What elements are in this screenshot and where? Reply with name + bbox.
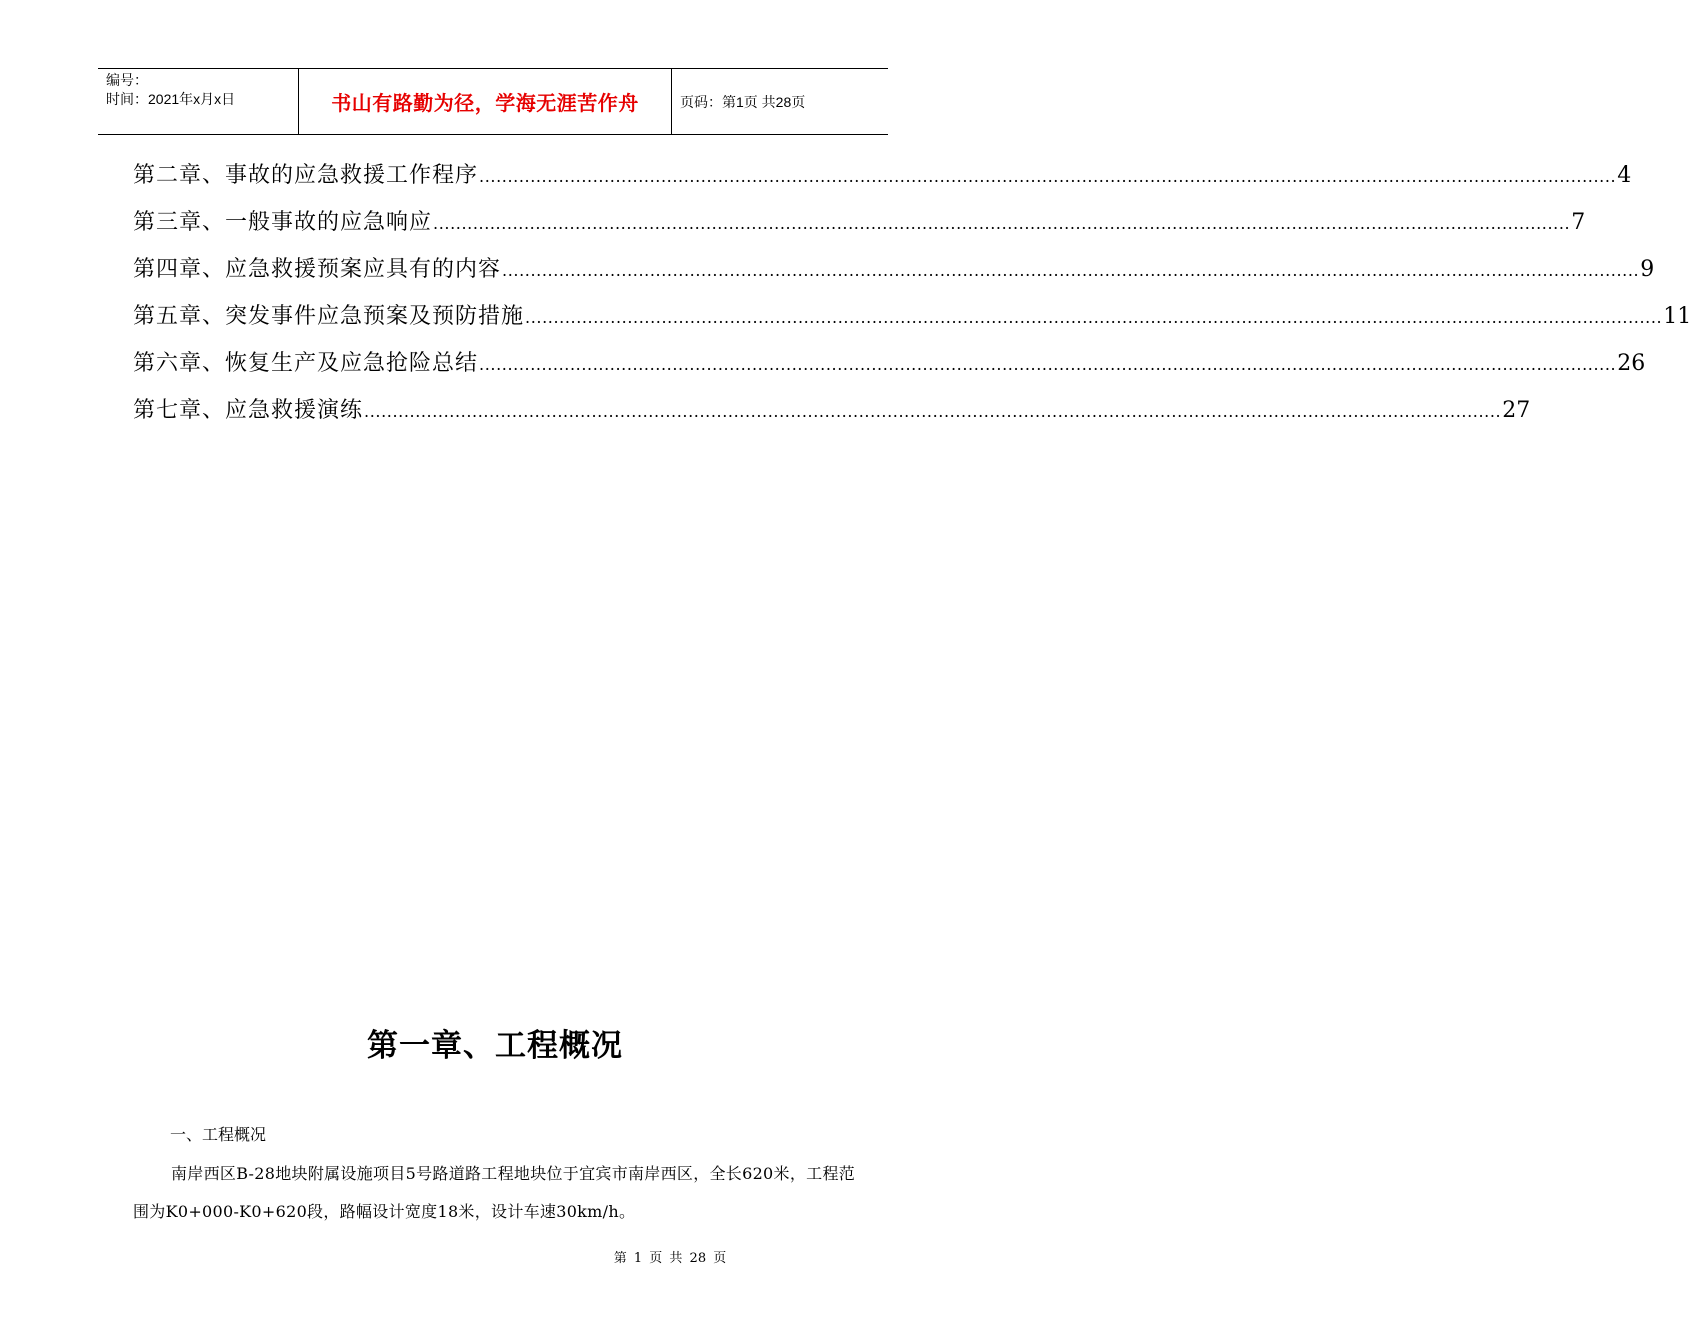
toc-leader-dots: ........................................................................................................................................................................................................: [479, 167, 1617, 186]
toc-entry-page: 9: [1640, 257, 1655, 282]
header-page-info: 页码：第1页 共28页: [680, 93, 806, 110]
toc-leader-dots: ........................................................................................................................................................................................................: [502, 261, 1640, 280]
toc-entry-title: 第七章、应急救援演练: [133, 398, 364, 423]
toc-entry[interactable]: [133, 246, 1655, 293]
toc-entry-title: 第六章、恢复生产及应急抢险总结: [133, 351, 479, 376]
toc-entry-title: 第四章、应急救援预案应具有的内容: [133, 257, 502, 282]
table-of-contents: [133, 152, 1691, 434]
toc-entry-page: 27: [1502, 398, 1531, 423]
toc-entry-page: 26: [1617, 351, 1646, 376]
page-header: [98, 68, 888, 135]
toc-entry[interactable]: [133, 340, 1646, 387]
toc-entry-title: 第三章、一般事故的应急响应: [133, 210, 433, 235]
toc-entry[interactable]: [133, 152, 1632, 199]
toc-entry-page: 4: [1617, 163, 1632, 188]
toc-entry-title: 第五章、突发事件应急预案及预防措施: [133, 304, 525, 329]
chapter-title: 第一章、工程概况: [367, 1028, 623, 1064]
toc-leader-dots: ........................................................................................................................................................................................................: [364, 402, 1502, 421]
toc-entry[interactable]: [133, 293, 1691, 340]
toc-entry-page: 7: [1571, 210, 1586, 235]
body-paragraph: 南岸西区B-28地块附属设施项目5号路道路工程地块位于宜宾市南岸西区，全长620米，工程范围为K0+000-K0+620段，路幅设计宽度18米，设计车速30km/h。: [133, 1164, 856, 1221]
document-time-label: 时间：2021年x月x日: [106, 91, 236, 107]
toc-entry[interactable]: [133, 199, 1586, 246]
section-heading: 一、工程概况: [170, 1125, 267, 1144]
header-meta: [98, 69, 299, 134]
toc-leader-dots: ........................................................................................................................................................................................................: [525, 308, 1663, 327]
toc-entry-title: 第二章、事故的应急救援工作程序: [133, 163, 479, 188]
toc-leader-dots: ........................................................................................................................................................................................................: [479, 355, 1617, 374]
toc-leader-dots: ........................................................................................................................................................................................................: [433, 214, 1571, 233]
header-motto: 书山有路勤为径，学海无涯苦作舟: [299, 69, 672, 134]
page-footer: 第 1 页 共 28 页: [613, 1251, 727, 1266]
toc-entry[interactable]: [133, 387, 1531, 434]
document-number-label: 编号：: [106, 72, 148, 88]
toc-entry-page: 11: [1663, 304, 1691, 329]
